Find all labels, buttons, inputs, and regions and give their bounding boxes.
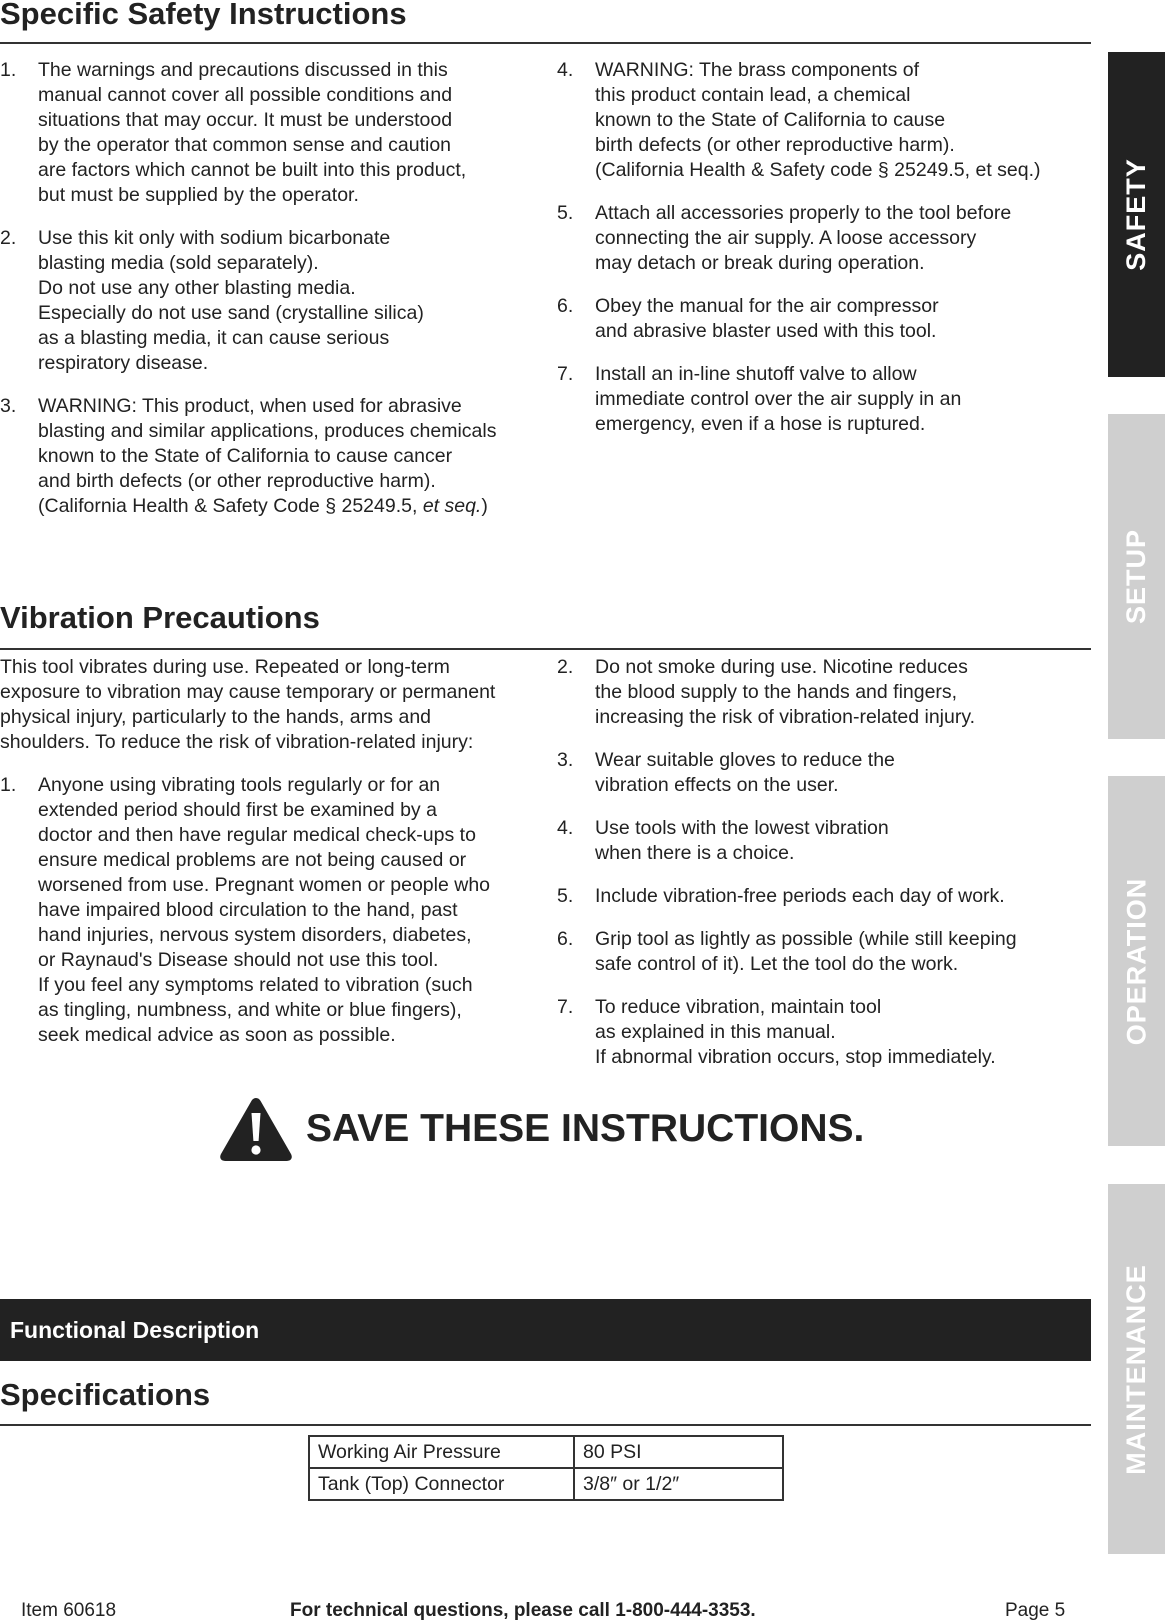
vibration-item-5 [557, 884, 1087, 909]
vibration-item-2 [557, 655, 1087, 730]
tab-setup-label: SETUP [1121, 528, 1151, 625]
spec-key: Tank (Top) Connector [309, 1468, 574, 1500]
tab-safety[interactable] [1108, 52, 1165, 377]
item-text: Do not smoke during use. Nicotine reduces the blood supply to the hands and fingers, increasing the risk of vibration-related injury. [595, 656, 976, 728]
tab-setup[interactable] [1108, 414, 1165, 739]
item-number: 6. [557, 928, 574, 950]
vibration-item-6 [557, 927, 1087, 977]
item-text: Include vibration-free periods each day of work. [595, 885, 1005, 907]
save-instructions-text: SAVE THESE INSTRUCTIONS. [306, 1107, 865, 1150]
vibration-heading: Vibration Precautions [0, 600, 320, 635]
vibration-left-column [0, 655, 540, 1066]
item-number: 2. [0, 227, 17, 249]
item-number: 4. [557, 59, 574, 81]
safety-item-6 [557, 294, 1087, 344]
vibration-right-column [557, 655, 1087, 1088]
vibration-item-1 [0, 773, 540, 1048]
item-number: 5. [557, 885, 574, 907]
item-text: Use this kit only with sodium bicarbonate blasting media (sold separately). Do not use any other blasting media. Especially do not use sand (crystalline silica) as a blasting media, it can cause serious respiratory disease. [38, 227, 424, 374]
specifications-table [308, 1435, 784, 1501]
tab-safety-label: SAFETY [1121, 158, 1152, 271]
footer-page-number: Page 5 [1005, 1600, 1066, 1621]
item-text: WARNING: The brass components of this product contain lead, a chemical known to the State of California to cause birth defects (or other reproductive harm). (California Health & Safety code § 25249.5, et seq.) [595, 59, 1041, 181]
item-text: Wear suitable gloves to reduce the vibration effects on the user. [595, 749, 895, 796]
safety-left-column [0, 58, 540, 537]
specifications-rule [0, 1424, 1091, 1426]
item-number: 4. [557, 817, 574, 839]
safety-item-7 [557, 362, 1087, 437]
spec-value: 3/8″ or 1/2″ [574, 1468, 783, 1500]
tab-maintenance-label: MAINTENANCE [1121, 1263, 1151, 1475]
item-text: Anyone using vibrating tools regularly or for an extended period should first be examined by a doctor and then have regular medical check-ups to ensure medical problems are not being caused or worsened from use. Pregnant women or people who have impaired blood circulation to the hand, past hand injuries, nervous system disorders, diabetes, or Raynaud's Disease should not use this tool. If you feel any symptoms related to vibration (such as tingling, numbness, and white or blue fingers), seek medical advice as soon as possible. [38, 774, 491, 1046]
item-text [38, 394, 540, 519]
specifications-heading: Specifications [0, 1377, 211, 1412]
item-number: 6. [557, 295, 574, 317]
safety-item-5 [557, 201, 1087, 276]
item-number: 1. [0, 774, 17, 796]
tab-operation[interactable] [1108, 776, 1165, 1146]
safety-item-4 [557, 58, 1087, 183]
spec-value: 80 PSI [574, 1436, 783, 1468]
item-text: Install an in-line shutoff valve to allow immediate control over the air supply in an emergency, even if a hose is ruptured. [595, 363, 962, 435]
item-text: Obey the manual for the air compressor and abrasive blaster used with this tool. [595, 295, 939, 342]
item-text: Grip tool as lightly as possible (while still keeping safe control of it). Let the tool do the work. [595, 928, 1017, 975]
vibration-item-4 [557, 816, 1087, 866]
item-text: The warnings and precautions discussed in this manual cannot cover all possible conditions and situations that may occur. It must be understood by the operator that common sense and caution are factors which cannot be built into this product, but must be supplied by the operator. [38, 59, 467, 206]
vibration-intro: This tool vibrates during use. Repeated or long-term exposure to vibration may cause temporary or permanent physical injury, particularly to the hands, arms and shoulders. To reduce the risk of vibration-related injury: [0, 656, 496, 753]
warning-triangle-icon [218, 1095, 294, 1163]
footer-item-number: Item 60618 [21, 1600, 117, 1621]
item-text-end: ) [481, 495, 488, 517]
item-number: 7. [557, 996, 574, 1018]
table-row [309, 1436, 783, 1468]
safety-heading: Specific Safety Instructions [0, 0, 407, 31]
item-number: 5. [557, 202, 574, 224]
tab-maintenance[interactable] [1108, 1184, 1165, 1554]
save-instructions-banner [218, 1093, 864, 1165]
safety-rule [0, 42, 1091, 44]
safety-right-column [557, 58, 1087, 455]
item-text: Use tools with the lowest vibration when there is a choice. [595, 817, 889, 864]
functional-description-bar [0, 1299, 1091, 1361]
item-number: 2. [557, 656, 574, 678]
safety-item-3 [0, 394, 540, 519]
item-text: To reduce vibration, maintain tool as explained in this manual. If abnormal vibration occurs, stop immediately. [595, 996, 996, 1068]
spec-key: Working Air Pressure [309, 1436, 574, 1468]
item-text: Attach all accessories properly to the tool before connecting the air supply. A loose accessory may detach or break during operation. [595, 202, 1012, 274]
vibration-item-3 [557, 748, 1087, 798]
vibration-item-7 [557, 995, 1087, 1070]
safety-item-1 [0, 58, 540, 208]
item-number: 7. [557, 363, 574, 385]
item-text-main: WARNING: This product, when used for abrasive blasting and similar applications, produces chemicals known to the State of California to cause cancer and birth defects (or other reproductive harm). (California Health & Safety Code § 25249.5, [38, 395, 497, 517]
item-number: 1. [0, 59, 17, 81]
safety-item-2 [0, 226, 540, 376]
vibration-rule [0, 648, 1091, 650]
footer-tech-support: For technical questions, please call 1-800-444-3353. [290, 1600, 756, 1621]
item-number: 3. [557, 749, 574, 771]
tab-operation-label: OPERATION [1121, 877, 1152, 1045]
item-number: 3. [0, 395, 17, 417]
functional-description-label: Functional Description [10, 1316, 260, 1343]
table-row [309, 1468, 783, 1500]
item-text-italic: et seq. [422, 495, 482, 517]
